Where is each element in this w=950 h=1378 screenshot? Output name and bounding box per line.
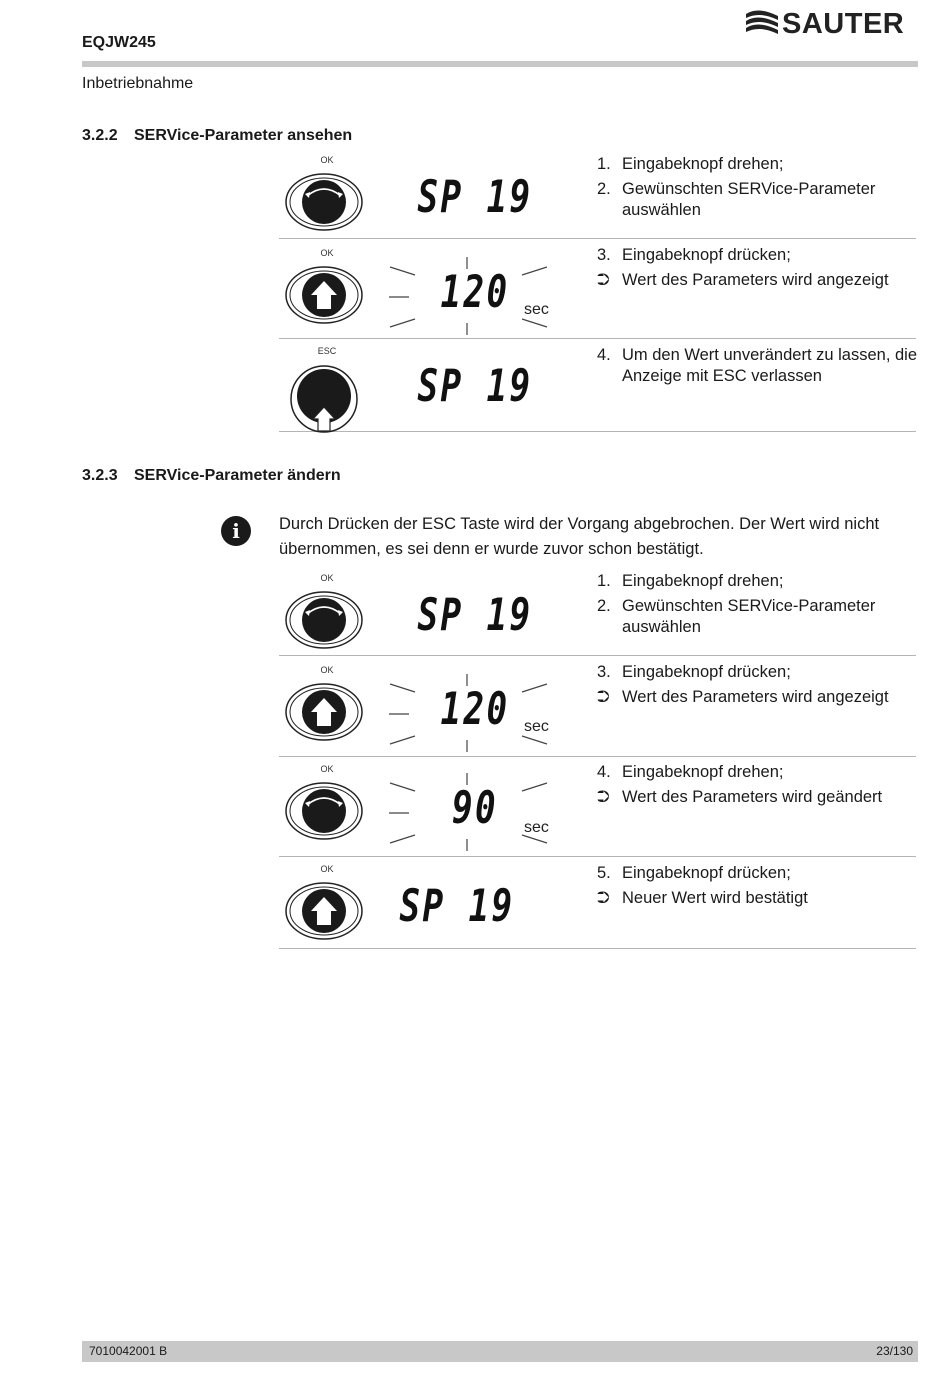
document-id: EQJW245 [82, 34, 156, 51]
instruction-marker: 3. [597, 246, 611, 264]
instruction-item [597, 179, 917, 221]
lcd-display [385, 154, 565, 244]
lcd-readout: SP 19 [417, 172, 533, 223]
knob-button [279, 863, 375, 953]
knob-icon [279, 247, 375, 337]
knob-button [279, 763, 375, 853]
instruction-marker: 4. [597, 346, 611, 364]
instruction-list [597, 762, 917, 812]
lcd-display [385, 345, 565, 435]
instruction-list [597, 863, 917, 913]
step-row [279, 566, 916, 656]
instruction-marker: 4. [597, 763, 611, 781]
section-heading-322 [82, 127, 352, 145]
knob-label: ESC [317, 346, 337, 356]
lcd-readout: 120 [440, 267, 510, 318]
instruction-list [597, 154, 917, 225]
knob-icon [279, 664, 375, 754]
lcd-display [385, 572, 565, 662]
instruction-item [597, 270, 917, 291]
instruction-marker: ⮊ [597, 688, 610, 706]
footer-page-number: 23/130 [876, 1344, 913, 1358]
instruction-text: Neuer Wert wird bestätigt [622, 889, 808, 907]
instruction-item [597, 787, 917, 808]
instruction-item [597, 154, 917, 175]
lcd-readout: 120 [440, 684, 510, 735]
section-title: SERVice-Parameter ansehen [134, 127, 353, 144]
instruction-item [597, 596, 917, 638]
info-note: Durch Drücken der ESC Taste wird der Vorgang abgebrochen. Der Wert wird nicht übernommen, es sei denn er wurde zuvor schon bestätigt. [279, 515, 880, 558]
instruction-marker: ⮊ [597, 271, 610, 289]
instruction-item [597, 245, 917, 266]
knob-label: OK [320, 665, 334, 675]
instruction-item [597, 571, 917, 592]
section-number: 3.2.2 [82, 127, 118, 144]
lcd-display [385, 664, 565, 754]
instruction-text: Gewünschten SERVice-Parameter auswählen [622, 180, 876, 219]
knob-icon [279, 345, 375, 435]
knob-label: OK [320, 248, 334, 258]
knob-icon [279, 572, 375, 662]
instruction-text: Eingabeknopf drücken; [622, 246, 791, 264]
instruction-item [597, 662, 917, 683]
knob-button [279, 572, 375, 662]
instruction-marker: ⮊ [597, 889, 610, 907]
chapter-title: Inbetriebnahme [82, 75, 194, 92]
knob-label: OK [320, 864, 334, 874]
instruction-list [597, 345, 917, 391]
lcd-unit: sec [524, 819, 549, 836]
instruction-text: Wert des Parameters wird angezeigt [622, 688, 889, 706]
knob-button [279, 345, 375, 435]
blink-ray [522, 319, 547, 327]
lcd-readout: 90 [451, 783, 498, 834]
lcd-unit: sec [524, 301, 549, 318]
blink-ray [522, 736, 547, 744]
info-icon: i [221, 516, 251, 546]
footer-doc-number: 7010042001 B [89, 1344, 168, 1358]
knob-button [279, 154, 375, 244]
instruction-text: Gewünschten SERVice-Parameter auswählen [622, 597, 876, 636]
instruction-item [597, 863, 917, 884]
knob-label: OK [320, 764, 334, 774]
step-row [279, 857, 916, 949]
step-row [279, 148, 916, 239]
blink-ray [390, 835, 415, 843]
blink-ray [390, 319, 415, 327]
knob-button [279, 247, 375, 337]
instruction-marker: 3. [597, 663, 611, 681]
knob-label: OK [320, 573, 334, 583]
footer-bar [82, 1341, 918, 1362]
lcd-display [385, 247, 565, 337]
instruction-marker: 1. [597, 572, 611, 590]
knob-label: OK [320, 155, 334, 165]
section-title: SERVice-Parameter ändern [134, 467, 341, 484]
header-divider [82, 61, 918, 67]
sauter-logo [744, 8, 920, 42]
instruction-marker: 1. [597, 155, 611, 173]
step-row [279, 339, 916, 432]
instruction-list [597, 662, 917, 712]
logo-text: SAUTER [782, 8, 905, 40]
instruction-marker: ⮊ [597, 788, 610, 806]
instruction-text: Um den Wert unverändert zu lassen, die Anzeige mit ESC verlassen [622, 346, 918, 385]
knob-icon [279, 863, 375, 953]
instruction-text: Eingabeknopf drehen; [622, 763, 784, 781]
lcd-display [385, 763, 565, 853]
step-row [279, 757, 916, 857]
lcd-display [367, 863, 547, 953]
section-heading-323 [82, 467, 341, 485]
knob-icon [279, 763, 375, 853]
instruction-item [597, 762, 917, 783]
knob-body [302, 180, 346, 224]
instruction-text: Wert des Parameters wird geändert [622, 788, 883, 806]
lcd-unit: sec [524, 718, 549, 735]
knob-body [302, 789, 346, 833]
instruction-item [597, 888, 917, 909]
instruction-text: Eingabeknopf drehen; [622, 155, 784, 173]
instruction-item [597, 345, 917, 387]
blink-ray [390, 736, 415, 744]
lcd-readout: SP 19 [399, 881, 515, 932]
instruction-list [597, 245, 917, 295]
step-row [279, 239, 916, 339]
instruction-text: Eingabeknopf drehen; [622, 572, 784, 590]
instruction-text: Eingabeknopf drücken; [622, 663, 791, 681]
section-number: 3.2.3 [82, 467, 118, 484]
knob-icon [279, 154, 375, 244]
lcd-readout: SP 19 [417, 590, 533, 641]
sauter-wave-icon [744, 8, 784, 42]
step-row [279, 656, 916, 757]
instruction-list [597, 571, 917, 642]
instruction-text: Wert des Parameters wird angezeigt [622, 271, 889, 289]
instruction-item [597, 687, 917, 708]
instruction-marker: 2. [597, 597, 611, 615]
instruction-text: Eingabeknopf drücken; [622, 864, 791, 882]
knob-body [302, 598, 346, 642]
knob-button [279, 664, 375, 754]
instruction-marker: 2. [597, 180, 611, 198]
instruction-marker: 5. [597, 864, 611, 882]
lcd-readout: SP 19 [417, 361, 533, 412]
